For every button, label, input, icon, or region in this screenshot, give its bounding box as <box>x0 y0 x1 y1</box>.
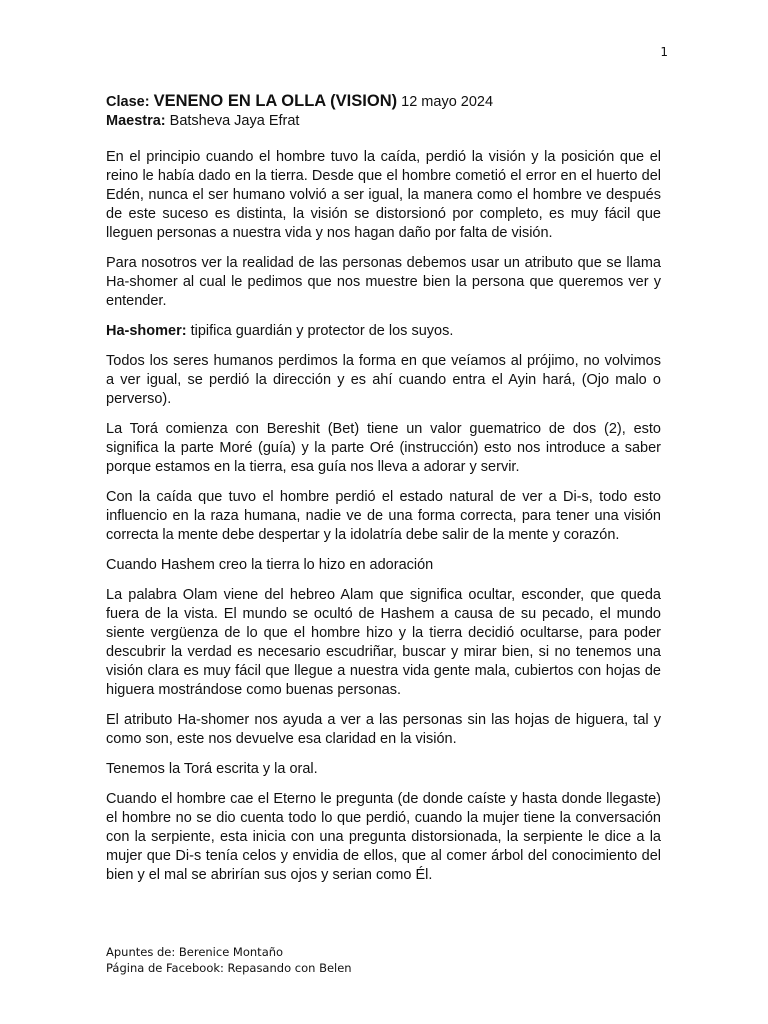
paragraph-11: Cuando el hombre cae el Eterno le pregunta (de donde caíste y hasta donde llegaste) el hombre no se dio cuenta todo lo que perdió, cuando la mujer tiene la conversación con la serpiente, esta inicia con una pregunta distorsionada, la serpiente le dice a la mujer que Di-s tenía celos y envidia de ellos, que al comer árbol del conocimiento del bien y el mal se abrirían sus ojos y serian como Él. <box>106 791 661 883</box>
paragraph-1: En el principio cuando el hombre tuvo la caída, perdió la visión y la posición que el reino le había dado en la tierra. Desde que el hombre cometió el error en el huerto del Edén, nunca el ser humano volvió a ser igual, la manera como el hombre ve después de este suceso es distinta, la visión se distorsionó por completo, es muy fácil que lleguen personas a nuestra vida y nos hagan daño por falta de visión. <box>106 149 661 241</box>
paragraph-5: La Torá comienza con Bereshit (Bet) tiene un valor guematrico de dos (2), esto significa la parte Moré (guía) y la parte Oré (instrucción) esto nos introduce a saber porque estamos en la tierra, esa guía nos lleva a adorar y servir. <box>106 421 661 475</box>
ha-shomer-term: Ha-shomer: <box>106 323 187 339</box>
footer-facebook-page: Página de Facebook: Repasando con Belen <box>106 961 352 975</box>
document-footer <box>106 944 352 976</box>
class-label: Clase: <box>106 94 150 110</box>
teacher-line <box>106 112 666 131</box>
ha-shomer-definition: tipifica guardián y protector de los suyos. <box>186 323 454 339</box>
paragraph-6: Con la caída que tuvo el hombre perdió el estado natural de ver a Di-s, todo esto influencio en la raza humana, nadie ve de una forma correcta, para tener una visión correcta la mente debe despertar y la idolatría debe salir de la mente y corazón. <box>106 489 661 543</box>
footer-notes-author: Apuntes de: Berenice Montaño <box>106 945 284 959</box>
paragraph-8: La palabra Olam viene del hebreo Alam que significa ocultar, esconder, que queda fuera de la vista. El mundo se ocultó de Hashem a causa de su pecado, el mundo siente vergüenza de lo que el hombre hizo y la tierra decidió ocultarse, para poder descubrir la verdad es necesario escudriñar, buscar y mirar bien, si no tenemos una visión clara es muy fácil que llegue a nuestra vida gente mala, cubiertos con hojas de higuera mostrándose como buenas personas. <box>106 587 661 698</box>
paragraph-2: Para nosotros ver la realidad de las personas debemos usar un atributo que se llama Ha-shomer al cual le pedimos que nos muestre bien la persona que queremos ver y entender. <box>106 255 661 309</box>
class-title: VENENO EN LA OLLA (VISION) <box>153 92 398 110</box>
paragraph-10: Tenemos la Torá escrita y la oral. <box>106 761 318 777</box>
teacher-label: Maestra: <box>106 113 166 129</box>
paragraph-4: Todos los seres humanos perdimos la forma en que veíamos al prójimo, no volvimos a ver igual, se perdió la dirección y es ahí cuando entra el Ayin hará, (Ojo malo o perverso). <box>106 353 661 407</box>
paragraph-3 <box>106 322 661 341</box>
class-date: 12 mayo 2024 <box>401 94 494 110</box>
document-header <box>106 92 666 131</box>
paragraph-9: El atributo Ha-shomer nos ayuda a ver a las personas sin las hojas de higuera, tal y como son, este nos devuelve esa claridad en la visión. <box>106 712 661 747</box>
teacher-name: Batsheva Jaya Efrat <box>169 113 300 129</box>
class-line <box>106 92 666 112</box>
page-number: 1 <box>660 45 668 59</box>
paragraph-7: Cuando Hashem creo la tierra lo hizo en adoración <box>106 557 434 573</box>
document-body <box>106 148 661 896</box>
